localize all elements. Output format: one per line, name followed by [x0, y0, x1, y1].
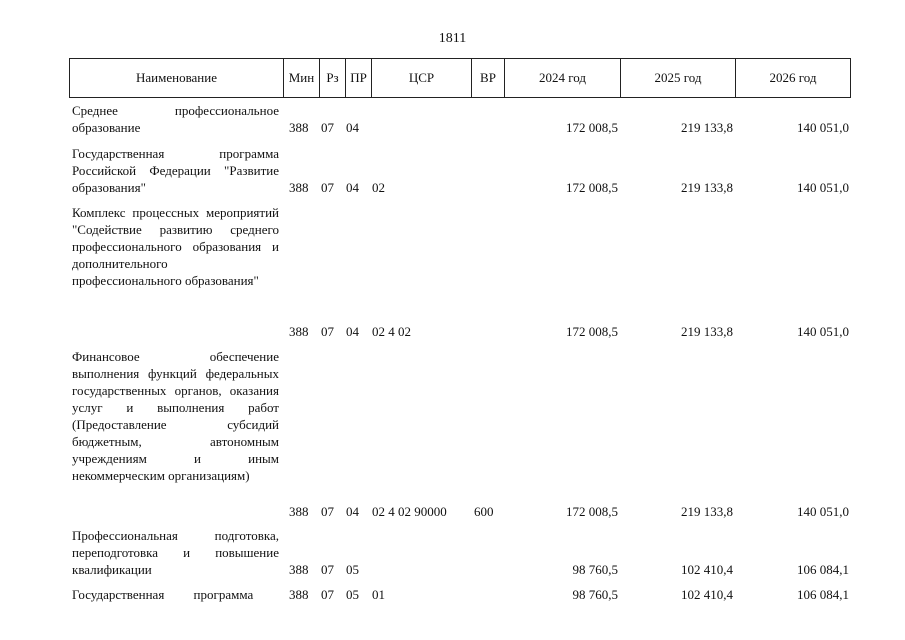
cell-rz: 07: [321, 504, 334, 519]
cell-pr: 05: [346, 562, 359, 577]
cell-min: 388: [289, 180, 309, 195]
cell-min: 388: [289, 504, 309, 519]
cell-2026: 140 051,0: [797, 324, 849, 339]
cell-csr: 02 4 02 90000: [372, 504, 447, 519]
cell-rz: 07: [321, 180, 334, 195]
row-name: Среднее профессиональное образование: [72, 103, 279, 135]
cell-2026: 106 084,1: [797, 587, 849, 602]
header-2024: 2024 год: [504, 59, 620, 97]
header-rz: Рз: [319, 59, 345, 97]
header-csr: ЦСР: [371, 59, 471, 97]
header-2025: 2025 год: [620, 59, 735, 97]
cell-csr: 02 4 02: [372, 324, 411, 339]
cell-2026: 140 051,0: [797, 504, 849, 519]
cell-pr: 04: [346, 504, 359, 519]
cell-2025: 219 133,8: [681, 120, 733, 135]
row-name: Финансовое обеспечение выполнения функций федеральных государственных органов, оказания услуг и выполнения работ (Предоставление субсидий бюджетным, автономным учреждениям и иным некоммерческим организациям): [72, 349, 279, 483]
row-name: Государственная программа: [72, 587, 254, 602]
cell-pr: 04: [346, 324, 359, 339]
cell-2025: 219 133,8: [681, 504, 733, 519]
row-name: Профессиональная подготовка, переподготовка и повышение квалификации: [72, 528, 279, 577]
cell-min: 388: [289, 562, 309, 577]
cell-csr: 02: [372, 180, 385, 195]
cell-2026: 140 051,0: [797, 120, 849, 135]
table-header: [69, 58, 851, 98]
cell-min: 388: [289, 587, 309, 602]
header-vr: ВР: [471, 59, 504, 97]
cell-csr: 01: [372, 587, 385, 602]
cell-2025: 219 133,8: [681, 180, 733, 195]
cell-2026: 106 084,1: [797, 562, 849, 577]
cell-2024: 172 008,5: [566, 324, 618, 339]
cell-min: 388: [289, 120, 309, 135]
cell-pr: 05: [346, 587, 359, 602]
cell-pr: 04: [346, 180, 359, 195]
cell-2024: 172 008,5: [566, 180, 618, 195]
page-number: 1811: [438, 31, 467, 46]
cell-vr: 600: [474, 504, 494, 519]
cell-2024: 98 760,5: [572, 587, 618, 602]
cell-2026: 140 051,0: [797, 180, 849, 195]
cell-2024: 172 008,5: [566, 504, 618, 519]
cell-rz: 07: [321, 587, 334, 602]
cell-2024: 172 008,5: [566, 120, 618, 135]
cell-rz: 07: [321, 562, 334, 577]
header-pr: ПР: [345, 59, 371, 97]
cell-rz: 07: [321, 324, 334, 339]
row-name: Комплекс процессных мероприятий "Содействие развитию среднего профессионального образования и дополнительного профессионального образования": [72, 205, 279, 288]
cell-rz: 07: [321, 120, 334, 135]
cell-pr: 04: [346, 120, 359, 135]
cell-2025: 219 133,8: [681, 324, 733, 339]
cell-2025: 102 410,4: [681, 587, 733, 602]
header-name: Наименование: [69, 59, 283, 97]
cell-2024: 98 760,5: [572, 562, 618, 577]
header-2026: 2026 год: [735, 59, 851, 97]
cell-2025: 102 410,4: [681, 562, 733, 577]
row-name: Государственная программа Российской Федерации "Развитие образования": [72, 146, 279, 195]
cell-min: 388: [289, 324, 309, 339]
header-min: Мин: [283, 59, 319, 97]
